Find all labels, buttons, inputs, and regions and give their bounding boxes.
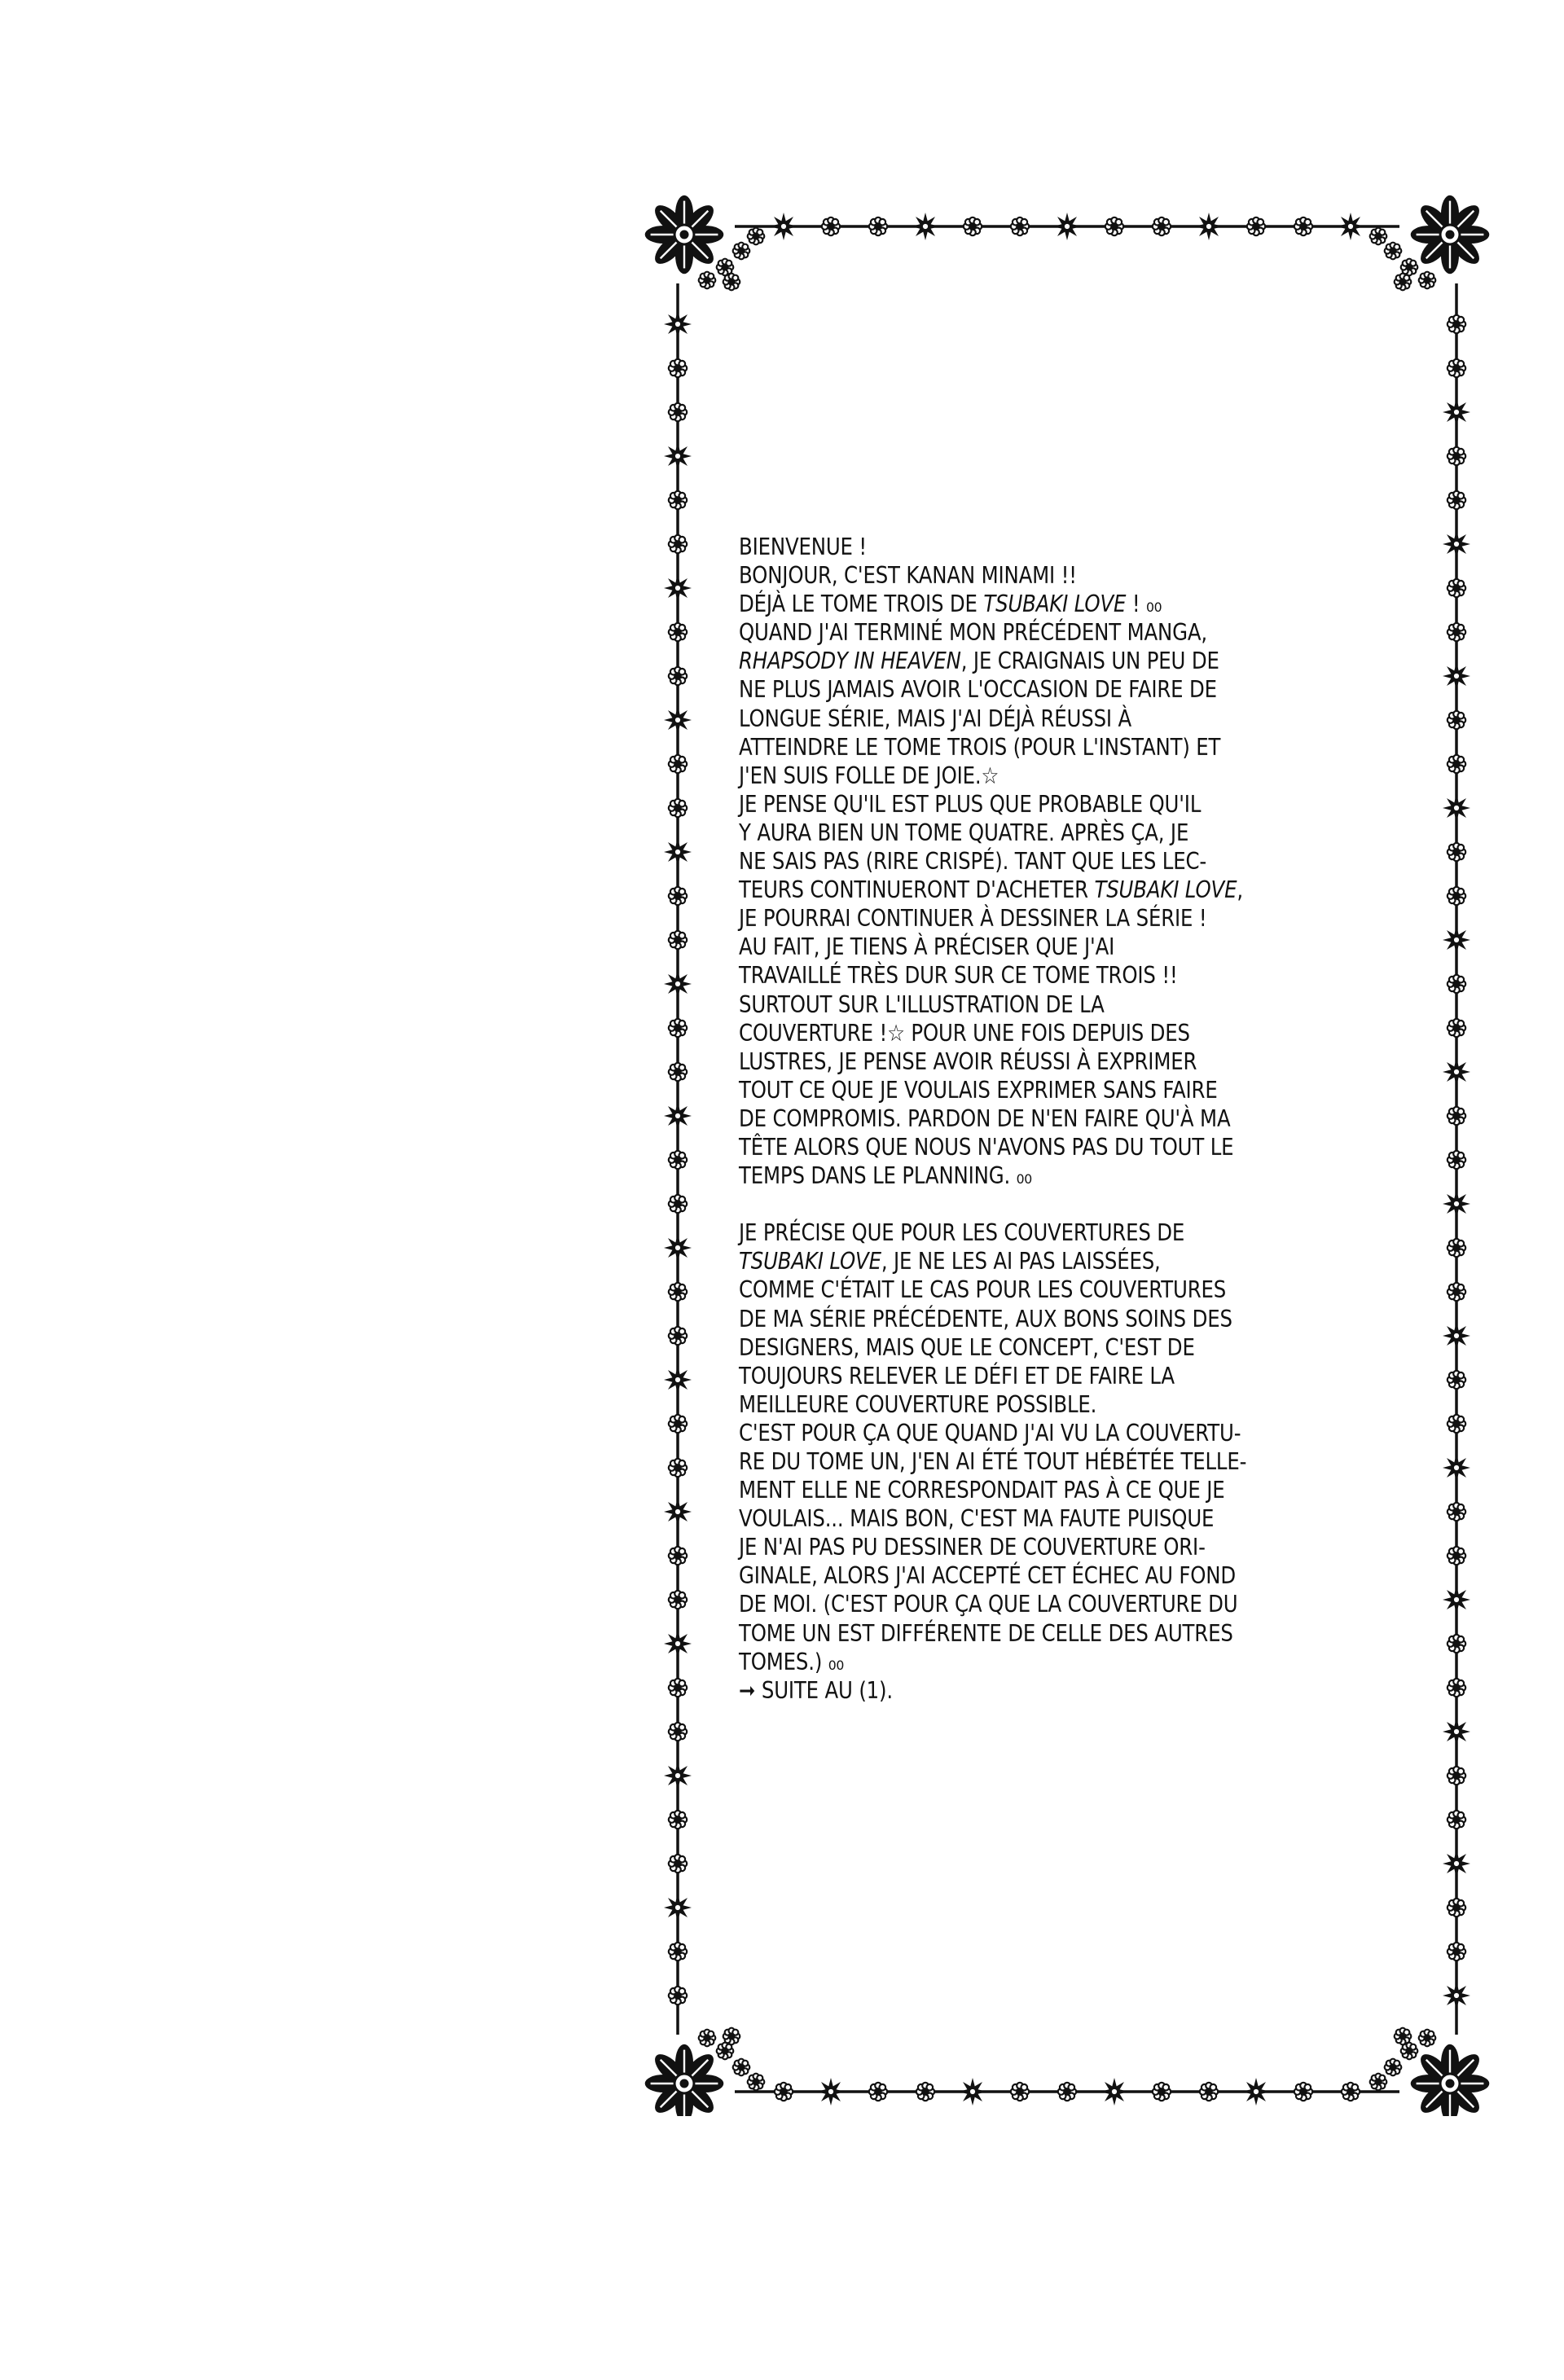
note-line — [739, 1305, 1299, 1333]
note-line — [739, 1190, 1299, 1219]
note-line — [739, 1390, 1299, 1419]
edge-daisy-right — [1448, 711, 1465, 729]
edge-daisy-top — [1153, 217, 1171, 235]
note-text: J'EN SUIS FOLLE DE JOIE.☆ — [739, 762, 999, 789]
edge-daisy-left — [669, 931, 687, 949]
note-text: ! ₀₀ — [1126, 591, 1162, 618]
note-text: NE PLUS JAMAIS AVOIR L'OCCASION DE FAIRE DE — [739, 676, 1217, 704]
note-text: COUVERTURE !☆ POUR UNE FOIS DEPUIS DES — [739, 1019, 1190, 1047]
edge-daisy-top — [964, 217, 982, 235]
note-line — [739, 1648, 1299, 1676]
edge-daisy-right — [1448, 843, 1465, 861]
note-text: TOME UN EST DIFFÉRENTE DE CELLE DES AUTRES — [739, 1619, 1233, 1647]
note-line — [739, 675, 1299, 704]
edge-daisy-right — [1448, 1679, 1465, 1697]
note-text: JE POURRAI CONTINUER À DESSINER LA SÉRIE ! — [739, 905, 1207, 933]
edge-flower-left — [664, 1894, 692, 1921]
corner-flower-top-left — [645, 195, 724, 274]
edge-flower-right — [1443, 1718, 1470, 1745]
edge-flower-right — [1443, 1850, 1470, 1877]
edge-daisy-left — [669, 1459, 687, 1477]
edge-daisy-right — [1448, 1415, 1465, 1433]
note-line — [739, 819, 1299, 847]
edge-flower-bottom — [817, 2078, 845, 2106]
edge-daisy-left — [669, 403, 687, 421]
edge-daisy-right — [1448, 1503, 1465, 1521]
edge-flower-left — [664, 1234, 692, 1262]
note-line — [739, 1419, 1299, 1447]
edge-daisy-top — [869, 217, 887, 235]
edge-flower-left — [664, 442, 692, 470]
edge-daisy-right — [1448, 1635, 1465, 1653]
note-text: , — [1237, 876, 1243, 904]
edge-flower-top — [1337, 213, 1364, 240]
edge-daisy-right — [1448, 315, 1465, 333]
note-line — [739, 1047, 1299, 1076]
note-text: MEILLEURE COUVERTURE POSSIBLE. — [739, 1390, 1097, 1418]
edge-daisy-bottom — [1342, 2083, 1360, 2101]
edge-daisy-left — [669, 1679, 687, 1697]
edge-daisy-right — [1448, 1547, 1465, 1565]
edge-flower-right — [1443, 1190, 1470, 1218]
note-text: TÊTE ALORS QUE NOUS N'AVONS PAS DU TOUT LE — [739, 1133, 1234, 1161]
note-text: DE COMPROMIS. PARDON DE N'EN FAIRE QU'À MA — [739, 1104, 1231, 1132]
note-text: TOUJOURS RELEVER LE DÉFI ET DE FAIRE LA — [739, 1362, 1175, 1390]
edge-daisy-top — [1011, 217, 1029, 235]
edge-daisy-left — [669, 1547, 687, 1565]
note-text: AU FAIT, JE TIENS À PRÉCISER QUE J'AI — [739, 933, 1115, 961]
corner-small-flower — [699, 2030, 716, 2047]
corner-small-flower — [723, 2028, 740, 2045]
note-line — [739, 1019, 1299, 1047]
note-line — [739, 1476, 1299, 1504]
note-title-italic: RHAPSODY IN HEAVEN — [739, 648, 961, 675]
edge-flower-left — [664, 706, 692, 734]
edge-daisy-left — [669, 1019, 687, 1037]
edge-daisy-left — [669, 887, 687, 905]
note-line — [739, 590, 1299, 618]
edge-flower-left — [664, 1366, 692, 1394]
edge-daisy-left — [669, 755, 687, 773]
edge-daisy-right — [1448, 1107, 1465, 1125]
edge-flower-right — [1443, 530, 1470, 558]
corner-small-flower — [748, 2074, 765, 2091]
corner-small-flower — [1370, 228, 1387, 245]
corner-small-flower — [1419, 2030, 1436, 2047]
edge-daisy-right — [1448, 755, 1465, 773]
edge-daisy-left — [669, 491, 687, 509]
edge-daisy-right — [1448, 491, 1465, 509]
edge-daisy-left — [669, 359, 687, 377]
edge-flower-right — [1443, 1586, 1470, 1614]
note-line — [739, 533, 1299, 561]
edge-daisy-bottom — [1058, 2083, 1076, 2101]
note-line — [739, 1447, 1299, 1476]
note-line — [739, 1561, 1299, 1590]
edge-daisy-right — [1448, 1151, 1465, 1169]
edge-daisy-right — [1448, 1943, 1465, 1961]
edge-flower-bottom — [1242, 2078, 1270, 2106]
edge-daisy-right — [1448, 1371, 1465, 1389]
note-text: LONGUE SÉRIE, MAIS J'AI DÉJÀ RÉUSSI À — [739, 705, 1132, 732]
edge-daisy-right — [1448, 579, 1465, 597]
note-text: DE MA SÉRIE PRÉCÉDENTE, AUX BONS SOINS DES — [739, 1305, 1232, 1333]
note-text: BIENVENUE ! — [739, 534, 868, 560]
corner-small-flower — [1395, 274, 1412, 291]
edge-flower-top — [912, 213, 939, 240]
note-text: RE DU TOME UN, J'EN AI ÉTÉ TOUT HÉBÉTÉE TELLE- — [739, 1448, 1247, 1475]
note-text: VOULAIS... MAIS BON, C'EST MA FAUTE PUISQUE — [739, 1505, 1215, 1533]
edge-daisy-bottom — [775, 2083, 793, 2101]
edge-flower-top — [770, 213, 797, 240]
note-text: JE PENSE QU'IL EST PLUS QUE PROBABLE QU'IL — [739, 790, 1202, 818]
edge-daisy-left — [669, 1943, 687, 1961]
note-text: C'EST POUR ÇA QUE QUAND J'AI VU LA COUVERTU- — [739, 1419, 1241, 1447]
edge-daisy-left — [669, 1151, 687, 1169]
edge-flower-right — [1443, 398, 1470, 426]
corner-small-flower — [1385, 2059, 1402, 2076]
edge-daisy-left — [669, 623, 687, 641]
edge-flower-left — [664, 310, 692, 338]
corner-flower-bottom-right — [1411, 2044, 1490, 2116]
edge-daisy-right — [1448, 1019, 1465, 1037]
note-line — [739, 961, 1299, 990]
note-text: JE N'AI PAS PU DESSINER DE COUVERTURE ORI- — [739, 1534, 1206, 1561]
note-text: GINALE, ALORS J'AI ACCEPTÉ CET ÉCHEC AU FOND — [739, 1562, 1237, 1590]
edge-flower-top — [1053, 213, 1081, 240]
note-text: TEMPS DANS LE PLANNING. ₀₀ — [739, 1162, 1032, 1190]
note-text: TOMES.) ₀₀ — [739, 1648, 845, 1675]
edge-daisy-top — [1105, 217, 1123, 235]
edge-daisy-left — [669, 1063, 687, 1081]
note-line — [739, 904, 1299, 933]
edge-daisy-left — [669, 1283, 687, 1301]
note-line — [739, 1161, 1299, 1190]
edge-daisy-right — [1448, 1767, 1465, 1785]
edge-daisy-left — [669, 1415, 687, 1433]
note-text: LUSTRES, JE PENSE AVOIR RÉUSSI À EXPRIMER — [739, 1047, 1197, 1075]
note-text: COMME C'ÉTAIT LE CAS POUR LES COUVERTURES — [739, 1276, 1227, 1304]
note-line — [739, 1676, 1299, 1705]
note-line — [739, 1219, 1299, 1247]
note-text: DÉJÀ LE TOME TROIS DE — [739, 591, 984, 618]
corner-small-flower — [733, 2059, 750, 2076]
corner-small-flower — [699, 272, 716, 289]
note-title-italic: TSUBAKI LOVE — [983, 591, 1127, 618]
edge-daisy-left — [669, 1987, 687, 2005]
corner-small-flower — [733, 243, 750, 260]
edge-flower-left — [664, 1102, 692, 1130]
note-text: MENT ELLE NE CORRESPONDAIT PAS À CE QUE JE — [739, 1477, 1225, 1504]
note-line — [739, 1333, 1299, 1362]
edge-flower-left — [664, 1498, 692, 1526]
note-text: DESIGNERS, MAIS QUE LE CONCEPT, C'EST DE — [739, 1333, 1195, 1361]
corner-flower-top-right — [1411, 195, 1490, 274]
edge-flower-right — [1443, 1982, 1470, 2009]
edge-daisy-left — [669, 799, 687, 817]
edge-daisy-left — [669, 1811, 687, 1829]
edge-flower-right — [1443, 794, 1470, 822]
note-line — [739, 1533, 1299, 1561]
note-line — [739, 1133, 1299, 1161]
note-line — [739, 647, 1299, 675]
note-text: TOUT CE QUE JE VOULAIS EXPRIMER SANS FAIRE — [739, 1076, 1218, 1104]
edge-daisy-top — [822, 217, 840, 235]
note-text: ATTEINDRE LE TOME TROIS (POUR L'INSTANT) ET — [739, 733, 1221, 761]
edge-flower-right — [1443, 1322, 1470, 1350]
note-text: BONJOUR, C'EST KANAN MINAMI !! — [739, 562, 1077, 590]
edge-daisy-bottom — [869, 2083, 887, 2101]
note-line — [739, 733, 1299, 762]
edge-flower-left — [664, 1762, 692, 1789]
note-line — [739, 561, 1299, 590]
note-line — [739, 847, 1299, 876]
note-line — [739, 1276, 1299, 1304]
edge-daisy-right — [1448, 447, 1465, 465]
corner-small-flower — [1385, 243, 1402, 260]
edge-daisy-left — [669, 1327, 687, 1345]
edge-flower-right — [1443, 662, 1470, 690]
edge-daisy-right — [1448, 1283, 1465, 1301]
note-text: ➞ SUITE AU (1). — [739, 1676, 893, 1704]
author-note — [739, 533, 1299, 1705]
edge-daisy-left — [669, 535, 687, 553]
note-line — [739, 790, 1299, 819]
note-line — [739, 705, 1299, 733]
edge-daisy-bottom — [916, 2083, 934, 2101]
edge-flower-left — [664, 574, 692, 602]
note-line — [739, 990, 1299, 1019]
edge-flower-right — [1443, 1454, 1470, 1482]
note-line — [739, 1247, 1299, 1276]
edge-daisy-left — [669, 1723, 687, 1741]
note-text: TEURS CONTINUERONT D'ACHETER — [739, 876, 1095, 904]
note-text: , JE NE LES AI PAS LAISSÉES, — [881, 1248, 1161, 1276]
edge-flower-left — [664, 1630, 692, 1658]
edge-daisy-bottom — [1011, 2083, 1029, 2101]
note-text: Y AURA BIEN UN TOME QUATRE. APRÈS ÇA, JE — [739, 819, 1189, 846]
edge-daisy-left — [669, 1591, 687, 1609]
edge-flower-bottom — [1101, 2078, 1128, 2106]
corner-flower-bottom-left — [645, 2044, 724, 2116]
edge-daisy-right — [1448, 887, 1465, 905]
edge-daisy-left — [669, 1195, 687, 1213]
note-line — [739, 1362, 1299, 1390]
edge-daisy-right — [1448, 623, 1465, 641]
corner-small-flower — [748, 228, 765, 245]
note-text: NE SAIS PAS (RIRE CRISPÉ). TANT QUE LES LEC- — [739, 848, 1206, 876]
edge-daisy-right — [1448, 1899, 1465, 1917]
note-text: QUAND J'AI TERMINÉ MON PRÉCÉDENT MANGA, — [739, 619, 1208, 647]
corner-small-flower — [1395, 2028, 1412, 2045]
note-line — [739, 876, 1299, 904]
note-title-italic: TSUBAKI LOVE — [1094, 876, 1237, 904]
edge-flower-left — [664, 838, 692, 866]
edge-daisy-left — [669, 667, 687, 685]
note-line — [739, 1076, 1299, 1104]
edge-flower-left — [664, 970, 692, 998]
edge-daisy-right — [1448, 1239, 1465, 1257]
corner-small-flower — [1419, 272, 1436, 289]
corner-small-flower — [723, 274, 740, 291]
note-title-italic: TSUBAKI LOVE — [739, 1248, 881, 1276]
note-text: TRAVAILLÉ TRÈS DUR SUR CE TOME TROIS !! — [739, 962, 1178, 990]
corner-small-flower — [1370, 2074, 1387, 2091]
edge-daisy-left — [669, 1855, 687, 1873]
edge-flower-top — [1195, 213, 1223, 240]
note-line — [739, 1619, 1299, 1648]
note-line — [739, 618, 1299, 647]
note-line — [739, 1504, 1299, 1533]
note-line — [739, 933, 1299, 961]
edge-daisy-right — [1448, 359, 1465, 377]
edge-daisy-right — [1448, 975, 1465, 993]
note-line — [739, 762, 1299, 790]
note-text: SURTOUT SUR L'ILLUSTRATION DE LA — [739, 990, 1105, 1018]
edge-daisy-bottom — [1200, 2083, 1218, 2101]
note-text: DE MOI. (C'EST POUR ÇA QUE LA COUVERTURE DU — [739, 1591, 1238, 1618]
note-line — [739, 1590, 1299, 1618]
edge-daisy-bottom — [1153, 2083, 1171, 2101]
edge-flower-bottom — [959, 2078, 986, 2106]
edge-daisy-top — [1294, 217, 1312, 235]
edge-daisy-bottom — [1294, 2083, 1312, 2101]
edge-flower-right — [1443, 1058, 1470, 1086]
edge-flower-right — [1443, 926, 1470, 954]
note-text: JE PRÉCISE QUE POUR LES COUVERTURES DE — [739, 1219, 1185, 1247]
note-text: , JE CRAIGNAIS UN PEU DE — [960, 648, 1219, 675]
note-line — [739, 1104, 1299, 1133]
edge-daisy-right — [1448, 1811, 1465, 1829]
edge-daisy-top — [1247, 217, 1265, 235]
